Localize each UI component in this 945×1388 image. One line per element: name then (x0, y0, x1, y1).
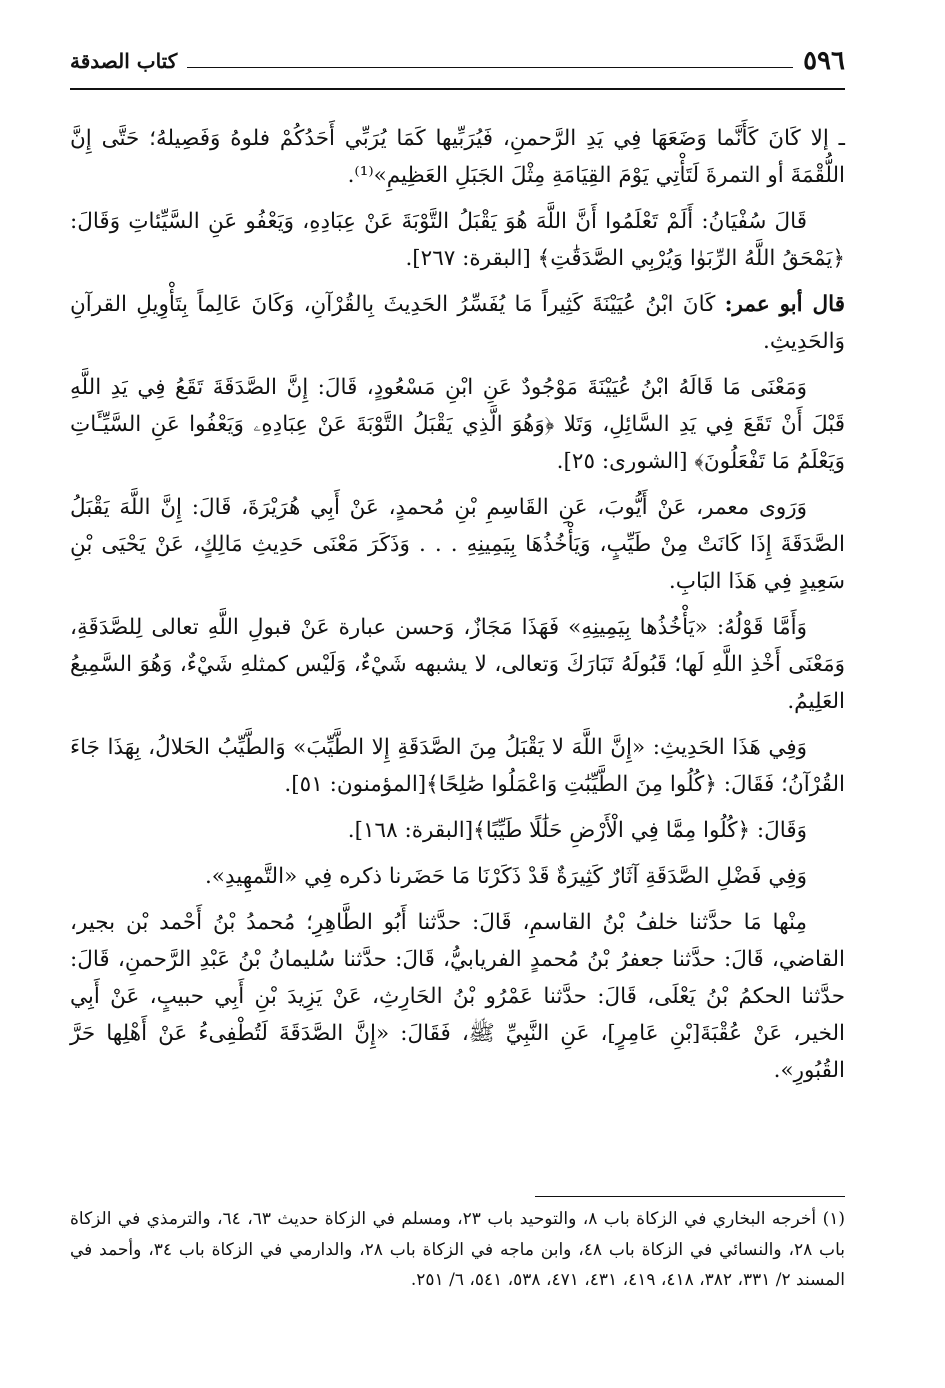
paragraph: قَالَ سُفْيَانُ: أَلَمْ تَعْلَمُوا أَنَّ اللَّهَ هُوَ يَقْبَلُ التَّوْبَةَ عَنْ عِبَادِهِ، وَيَعْفُو عَنِ السَّيِّئاتِ وَقَالَ: ﴿يَمْحَقُ اللَّهُ الرِّبَوٰا وَيُرْبِي الصَّدَقَٰتِ﴾ [البقرة: ٢٦٧]. (70, 209, 845, 271)
paragraph: وَفِي هَذَا الحَدِيثِ: «إِنَّ اللَّهَ لا يَقْبَلُ مِنَ الصَّدَقَةِ إِلا الطَّيِّبَ» وَالطَّيِّبُ الحَلالُ، بِهَذَا جَاءَ القُرْآنُ؛ فَقَالَ: ﴿كُلُوا مِنَ الطَّيِّبَٰتِ وَاعْمَلُوا صَٰلِحًا﴾[المؤمنون: ٥١]. (70, 735, 845, 797)
paragraph: وَأَمَّا قَوْلُهُ: «يَأْخُذُها بِيَمِينِهِ» فَهَذَا مَجَازٌ، وَحسن عبارة عَنْ قبولِ اللَّهِ تعالى لِلصَّدَقَةِ، وَمَعْنَى أَخْذِ اللَّهِ لَها؛ قَبُولَهُ تَبَارَكَ وَتعالى، لا يشبهه شَيْءٌ، وَلَيْس كمثلهِ شَيْءٌ، وَهُوَ السَّمِيعُ العَلِيمُ. (70, 615, 845, 714)
header-rule (187, 67, 793, 68)
paragraph: وَرَوى معمر، عَنْ أَيُّوبَ، عَنِ القَاسِمِ بْنِ مُحمدٍ، عَنْ أَبِي هُرَيْرَةَ، قَالَ: إِنَّ اللَّهَ يَقْبَلُ الصَّدَقَةَ إِذَا كَانَتْ مِنْ طَيِّبٍ، وَيَأْخُذُهَا بِيَمِينِهِ . . . وَذَكَرَ مَعْنَى حَدِيثِ مَالِكٍ، عَنْ يَحْيَى بْنِ سَعِيدٍ فِي هَذَا البَابِ. (70, 495, 845, 594)
header-divider (70, 88, 845, 90)
footnote: (١) أخرجه البخاري في الزكاة باب ٨، والتوحيد باب ٢٣، ومسلم في الزكاة حديث ٦٣، ٦٤، والترمذي في الزكاة باب ٢٨، والنسائي في الزكاة باب ٤٨، وابن ماجه في الزكاة باب ٢٨، والدارمي في الزكاة باب ٣٤، وأحمد في المسند ٢/ ٣٣١، ٣٨٢، ٤١٨، ٤١٩، ٤٣١، ٤٧١، ٥٣٨، ٥٤١، ٦/ ٢٥١. (70, 1209, 846, 1290)
page-number: ٥٩٦ (803, 46, 845, 76)
page-header (70, 36, 845, 86)
paragraph: وَمَعْنَى مَا قَالَهُ ابْنُ عُيَيْنَةَ مَوْجُودٌ عَنِ ابْنِ مَسْعُودٍ، قَالَ: إِنَّ الصَّدَقَةَ تَقَعُ فِي يَدِ اللَّهِ قَبْلَ أَنْ تَقَعَ فِي يَدِ السَّائِلِ، وَتَلا ﴿وَهُوَ الَّذِي يَقْبَلُ التَّوْبَةَ عَنْ عِبَادِهِۦ وَيَعْفُوا عَنِ السَّيِّـَٔاتِ وَيَعْلَمُ مَا تَفْعَلُونَ﴾ [الشورى: ٢٥]. (70, 375, 845, 474)
paragraph: مِنْها مَا حدَّثنا خلفُ بْنُ القاسمِ، قَالَ: حدَّثنا أَبُو الطَّاهِرِ؛ مُحمدُ بْنُ أَحْمد بْن بجير، القاضي، قَالَ: حدَّثنا جعفرُ بْنُ مُحمدٍ الفريابيُّ، قَالَ: حدَّثنا سُليمانُ بْنُ عَبْدِ الرَّحمنِ، قَالَ: حدَّثنا الحكمُ بْنُ يَعْلَى، قَالَ: حدَّثنا عَمْرُو بْنُ الحَارِثِ، عَنْ يَزِيدَ بْنِ أَبِي حبيبٍ، عَنْ أَبِي الخير، عَنْ عُقْبَةَ[بْنِ عَامِرٍ]، عَنِ النَّبِيِّ ﷺ، فَقَالَ: «إِنَّ الصَّدَقَةَ لَتُطْفِىءُ عَنْ أَهْلِها حَرَّ القُبُورِ». (70, 910, 845, 1083)
speaker-label: قال أبو عمر: (724, 292, 845, 317)
paragraph-text: كَانَ ابْنُ عُيَيْنَةَ كَثِيراً مَا يُفَسِّرُ الحَدِيثَ بِالقُرْآنِ، وَكَانَ عَالِماً بِتَأْوِيلِ القرآنِ وَالحَدِيثِ. (70, 292, 845, 354)
main-text (70, 120, 845, 1098)
footnote-divider (535, 1196, 845, 1197)
paragraph: وَقَالَ: ﴿كُلُوا مِمَّا فِي الْأَرْضِ حَلَٰلًا طَيِّبًا﴾[البقرة: ١٦٨]. (347, 818, 807, 843)
paragraph: وَفِي فَضْلِ الصَّدَقَةِ آثَارٌ كَثِيرَةٌ قَدْ ذَكَرْنَا مَا حَضَرنا ذكره فِي «التَّمهِيدِ». (204, 864, 807, 889)
paragraph: ـ إلا كَانَ كَأَنَّما وَضَعَهَا فِي يَدِ الرَّحمنِ، فَيُرَبِّيها كَمَا يُرَبِّي أَحَدُكُمْ فلوهُ وَفَصِيلهُ؛ حَتَّى إِنَّ اللُّقْمَةَ أو التمرةَ لَتَأْتِي يَوْمَ القِيَامَةِ مِثْلَ الجَبَلِ العَظِيمِ»⁽¹⁾. (70, 126, 845, 188)
section-title: كتاب الصدقة (70, 49, 178, 73)
paragraph (70, 286, 845, 360)
footnotes (70, 1204, 845, 1305)
